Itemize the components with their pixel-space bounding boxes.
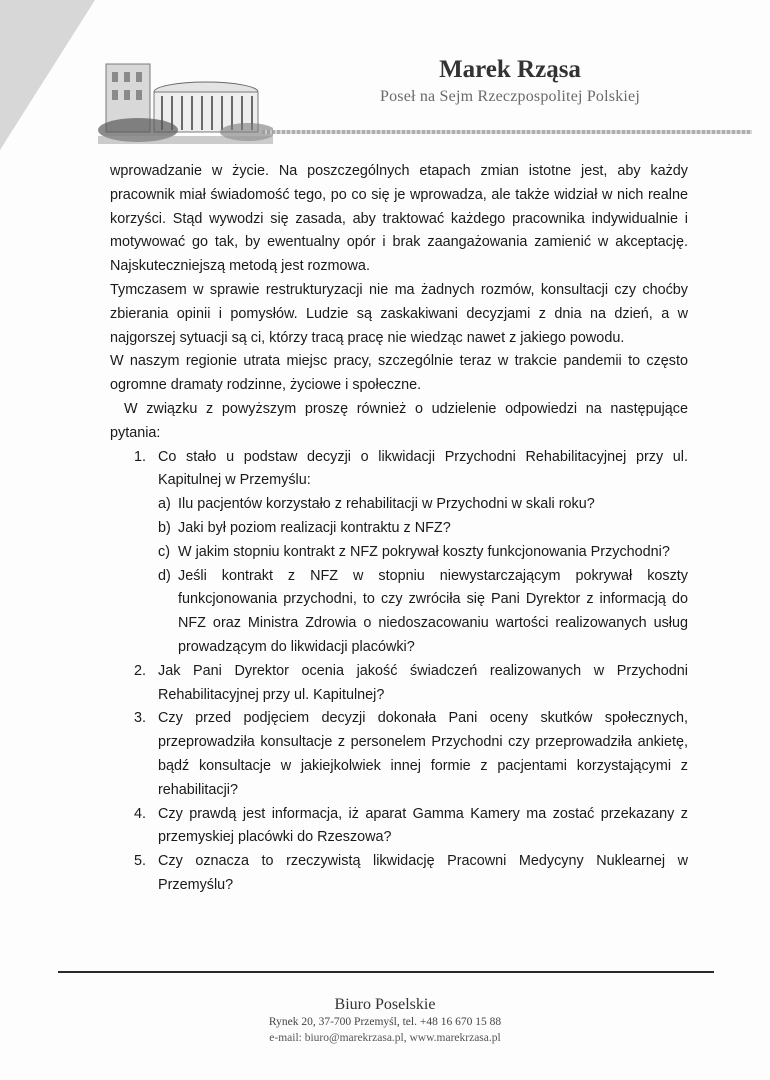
subquestions-list: [158, 493, 688, 660]
subquestion-text: Ilu pacjentów korzystało z rehabilitacji w Przychodni w skali roku?: [178, 496, 595, 513]
subquestion-letter: a): [158, 496, 171, 513]
question-number: 1.: [134, 448, 147, 465]
questions-list: [134, 446, 688, 898]
letter-body: [110, 160, 688, 898]
question-number: 3.: [134, 710, 147, 727]
member-title: Poseł na Sejm Rzeczpospolitej Polskiej: [379, 88, 640, 105]
question-text: Czy przed podjęciem decyzji dokonała Pani oceny skutków społecznych, przeprowadziła konsultacje z personelem Przychodni czy przeprowadziła ankietę, bądź konsultacje w jakiejkolwiek innej formie z pacjentami korzystającymi z rehabilitacji?: [158, 710, 688, 798]
question-number: 2.: [134, 662, 147, 679]
question-text: Co stało u podstaw decyzji o likwidacji Przychodni Rehabilitacyjnej przy ul. Kapitulnej w Przemyślu:: [158, 448, 688, 489]
scan-corner-shadow: [0, 0, 95, 150]
subquestion-letter: b): [158, 519, 171, 536]
paragraph-4: W związku z powyższym proszę również o udzielenie odpowiedzi na następujące pytania:: [110, 400, 688, 441]
member-name: Marek Rząsa: [439, 56, 581, 83]
sejm-building-image: [98, 52, 273, 144]
subquestion-c: [158, 541, 688, 565]
office-contact: e-mail: biuro@marekrzasa.pl, www.marekrzasa.pl: [269, 1032, 501, 1044]
paragraph-3: W naszym regionie utrata miejsc pracy, szczególnie teraz w trakcie pandemii to często ogromne dramaty rodzinne, życiowe i społeczne.: [110, 353, 688, 394]
header-divider: [262, 130, 752, 134]
subquestion-text: Jeśli kontrakt z NFZ w stopniu niewystarczającym pokrywał koszty funkcjonowania przychodni, to czy zwróciła się Pani Dyrektor z informacją do NFZ oraz Ministra Zdrowia o niedoszacowaniu wartości realizowanych usług prowadzącym do likwidacji placówki?: [178, 567, 688, 655]
subquestion-b: [158, 517, 688, 541]
question-text: Jak Pani Dyrektor ocenia jakość świadczeń realizowanych w Przychodni Rehabilitacyjnej przy ul. Kapitulnej?: [158, 662, 688, 703]
question-5: [134, 850, 688, 898]
paragraph-2: Tymczasem w sprawie restrukturyzacji nie ma żadnych rozmów, konsultacji czy choćby zbierania opinii i pomysłów. Ludzie są zaskakiwani decyzjami z dnia na dzień, a w najgorszej sytuacji są ci, którzy tracą pracę nie wiedząc nawet z jakiego powodu.: [110, 281, 688, 346]
subquestion-text: Jaki był poziom realizacji kontraktu z NFZ?: [178, 519, 451, 536]
office-address: Rynek 20, 37-700 Przemyśl, tel. +48 16 670 15 88: [268, 1016, 502, 1028]
subquestion-letter: d): [158, 567, 171, 584]
question-text: Czy prawdą jest informacja, iż aparat Gamma Kamery ma zostać przekazany z przemyskiej placówki do Rzeszowa?: [158, 805, 688, 846]
question-text: Czy oznacza to rzeczywistą likwidację Pracowni Medycyny Nuklearnej w Przemyślu?: [158, 853, 688, 893]
question-1: [134, 446, 688, 660]
question-3: [134, 707, 688, 802]
question-4: [134, 803, 688, 851]
subquestion-letter: c): [158, 543, 170, 560]
footer-divider: [58, 971, 714, 973]
question-2: [134, 660, 688, 708]
paragraph-1: wprowadzanie w życie. Na poszczególnych etapach zmian istotne jest, aby każdy pracownik miał świadomość tego, po co się je wprowadza, ale także widział w nich realne korzyści. Stąd wywodzi się zasada, aby traktować każdego pracownika indywidualnie i motywować go tak, by ewentualny opór i brak zaangażowania zamienić w akceptację. Najskuteczniejszą metodą jest rozmowa.: [110, 163, 688, 275]
subquestion-a: [158, 493, 688, 517]
subquestion-d: [158, 565, 688, 660]
office-title: Biuro Poselskie: [334, 996, 436, 1013]
question-number: 4.: [134, 805, 147, 822]
question-number: 5.: [134, 853, 147, 870]
subquestion-text: W jakim stopniu kontrakt z NFZ pokrywał koszty funkcjonowania Przychodni?: [178, 543, 670, 560]
